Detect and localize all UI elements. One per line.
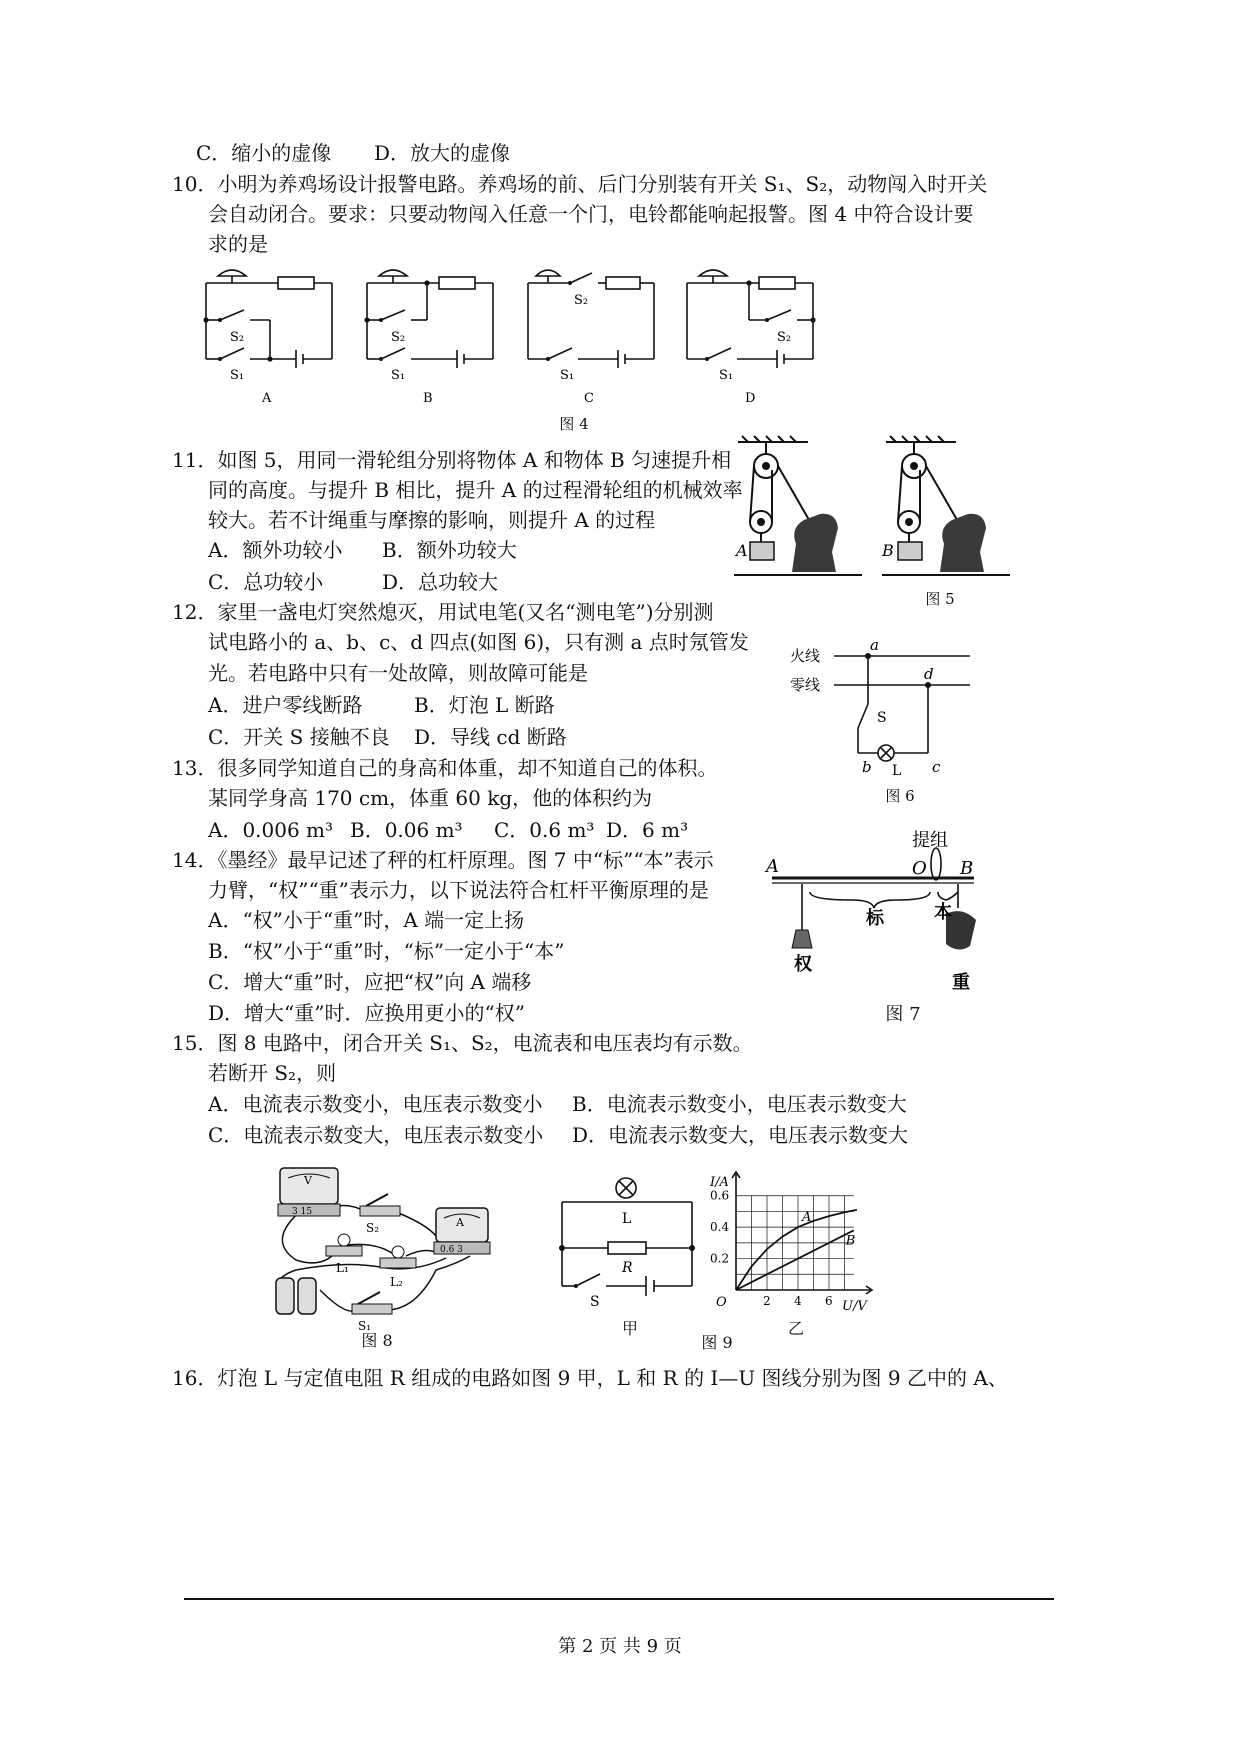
q13-stem-line-2: 某同学身高 170 cm，体重 60 kg，他的体积约为: [208, 786, 653, 810]
x-axis-label: U/V: [842, 1299, 867, 1314]
q11-stem-line-2: 同的高度。与提升 B 相比，提升 A 的过程滑轮组的机械效率: [208, 478, 743, 502]
q13-stem-line-1: 13．很多同学知道自己的身高和体重，却不知道自己的体积。: [172, 756, 718, 780]
q11-option-b: B．额外功较大: [382, 538, 517, 562]
fig4-d-s1-label: S₁: [719, 368, 734, 383]
fig4-d-s2-label: S₂: [777, 330, 792, 345]
q14-stem-line-1: 14．《墨经》最早记述了秤的杠杆原理。图 7 中“标”“本”表示: [172, 848, 714, 872]
y-tick-label-0.6: 0.6: [710, 1188, 730, 1203]
fig4-circuit-b: [357, 262, 507, 412]
fig6-neutral-wire-label: 零线: [790, 676, 821, 694]
fig5-pulley-b: [876, 432, 1016, 582]
fig6-point-a: a: [870, 636, 879, 654]
fig4-circuit-label-c: C: [584, 391, 594, 406]
fig7-end-b-label: B: [960, 858, 974, 879]
fig5-caption: 图 5: [925, 590, 955, 608]
fig7-ben-label: 本: [934, 902, 952, 923]
x-tick-label-4: 4: [794, 1294, 802, 1308]
fig4-circuit-a: [196, 262, 346, 412]
fig9-jia-label: 甲: [621, 1319, 638, 1338]
fig8-s1-label: S₁: [358, 1319, 372, 1333]
fig6-point-c: c: [932, 758, 941, 776]
ammeter: [434, 1208, 490, 1255]
q12-stem-line-2: 试电路小的 a、b、c、d 四点(如图 6)，只有测 a 点时氖管发: [208, 630, 749, 654]
fig9-switch-label: S: [590, 1294, 600, 1310]
voltmeter-scale: 3 15: [292, 1207, 313, 1217]
q14-option-c: C．增大“重”时，应把“权”向 A 端移: [208, 970, 532, 994]
fig8-l1-label: L₁: [336, 1261, 349, 1275]
fig4-a-s1-label: S₁: [230, 368, 245, 383]
fig4-b-s1-label: S₁: [391, 368, 406, 383]
q11-option-d: D．总功较大: [382, 570, 499, 594]
q11-option-a: A．额外功较小: [208, 538, 343, 562]
q16-stem-line-1: 16．灯泡 L 与定值电阻 R 组成的电路如图 9 甲，L 和 R 的 I—U 图线分别为图 9 乙中的 A、: [172, 1366, 1008, 1390]
series-label-A: A: [802, 1210, 812, 1226]
fig7-caption: 图 7: [885, 1004, 921, 1025]
y-tick-label-0.4: 0.4: [710, 1220, 730, 1235]
q15-stem-line-2: 若断开 S₂，则: [208, 1061, 337, 1085]
fig4-a-s2-label: S₂: [230, 330, 245, 345]
fig8-l2-label: L₂: [390, 1275, 403, 1289]
fig4-circuit-c: [518, 262, 668, 412]
fig7-tizu-label: 提组: [912, 830, 948, 851]
fig9-yi-label: 乙: [787, 1319, 804, 1338]
q13-option-d: D．6 m³: [606, 818, 689, 842]
page-footer: 第 2 页 共 9 页: [558, 1636, 682, 1657]
y-axis-label: I/A: [710, 1175, 729, 1190]
q15-option-c: C．电流表示数变大，电压表示数变小: [208, 1123, 544, 1147]
y-tick-label-0.2: 0.2: [710, 1251, 730, 1266]
q13-option-b: B．0.06 m³: [350, 818, 463, 842]
q11-option-c: C．总功较小: [208, 570, 324, 594]
fig7-zhong-label: 重: [952, 972, 970, 993]
fig9-caption: 图 9: [701, 1333, 733, 1352]
series-label-B: B: [845, 1233, 856, 1249]
series-line-B: [736, 1230, 854, 1290]
q12-option-a: A．进户零线断路: [208, 693, 363, 717]
q15-option-a: A．电流表示数变小，电压表示数变小: [208, 1092, 543, 1116]
fig7-quan-label: 权: [794, 954, 812, 975]
fig7-end-a-label: A: [766, 856, 779, 877]
ammeter-symbol: A: [456, 1216, 464, 1229]
fig8-caption: 图 8: [361, 1331, 393, 1350]
q9-option-c: C．缩小的虚像: [196, 141, 332, 165]
fig7-biao-label: 标: [866, 908, 884, 929]
fig4-c-s2-label: S₂: [574, 293, 589, 308]
fig9-circuit-jia: [556, 1168, 706, 1308]
q15-option-d: D．电流表示数变大，电压表示数变大: [572, 1123, 909, 1147]
fig4-circuit-label-d: D: [745, 391, 756, 406]
fig8-s2-label: S₂: [366, 1221, 380, 1235]
voltmeter: [278, 1168, 340, 1217]
x-tick-label-6: 6: [825, 1294, 833, 1308]
q13-option-a: A．0.006 m³: [208, 818, 334, 842]
fig6-point-b: b: [862, 758, 872, 776]
fig9-resistor-label: R: [622, 1260, 633, 1276]
q12-option-c: C．开关 S 接触不良: [208, 725, 390, 749]
fig5-pulley-a: [728, 432, 868, 582]
fig7-pivot-o-label: O: [912, 858, 927, 879]
voltmeter-symbol: V: [304, 1174, 312, 1187]
fig6-point-d: d: [924, 665, 934, 683]
series-line-A: [736, 1210, 857, 1290]
footer-rule: [184, 1598, 1054, 1600]
fig4-circuit-label-b: B: [423, 391, 433, 406]
q13-option-c: C．0.6 m³: [494, 818, 595, 842]
fig6-switch-label: S: [877, 710, 887, 726]
q14-option-b: B．“权”小于“重”时，“标”一定小于“本”: [208, 939, 565, 963]
fig4-b-s2-label: S₂: [391, 330, 406, 345]
q12-stem-line-3: 光。若电路中只有一处故障，则故障可能是: [208, 661, 588, 685]
q12-option-b: B．灯泡 L 断路: [414, 693, 555, 717]
q11-stem-line-1: 11．如图 5，用同一滑轮组分别将物体 A 和物体 B 匀速提升相: [172, 448, 732, 472]
battery-pack: [276, 1278, 316, 1314]
q10-stem-line-2: 会自动闭合。要求：只要动物闯入任意一个门，电铃都能响起报警。图 4 中符合设计要: [208, 202, 974, 226]
fig4-circuit-label-a: A: [262, 391, 272, 406]
q9-option-d: D．放大的虚像: [374, 141, 511, 165]
fig4-circuit-d: [677, 262, 837, 412]
fig8-physical-circuit: [256, 1160, 506, 1340]
fig6-lamp-label: L: [892, 763, 902, 779]
fig4-c-s1-label: S₁: [560, 368, 575, 383]
fig6-household-circuit: [790, 636, 980, 779]
fig5-object-a-label: A: [736, 541, 748, 560]
fig6-caption: 图 6: [885, 787, 915, 805]
q14-option-d: D．增大“重”时．应换用更小的“权”: [208, 1001, 525, 1025]
x-tick-label-2: 2: [763, 1294, 771, 1308]
q10-stem-line-3: 求的是: [208, 232, 268, 256]
q10-stem-line-1: 10．小明为养鸡场设计报警电路。养鸡场的前、后门分别装有开关 S₁、S₂，动物闯入时开关: [172, 172, 988, 196]
q15-stem-line-1: 15．图 8 电路中，闭合开关 S₁、S₂，电流表和电压表均有示数。: [172, 1031, 753, 1055]
q15-option-b: B．电流表示数变小，电压表示数变大: [572, 1092, 907, 1116]
fig6-live-wire-label: 火线: [790, 647, 821, 665]
q12-option-d: D．导线 cd 断路: [414, 725, 567, 749]
origin-label: O: [716, 1295, 727, 1310]
fig9-lamp-label: L: [622, 1211, 632, 1227]
q14-stem-line-2: 力臂，“权”“重”表示力，以下说法符合杠杆平衡原理的是: [208, 878, 709, 902]
fig4-caption: 图 4: [559, 415, 589, 433]
q11-stem-line-3: 较大。若不计绳重与摩擦的影响，则提升 A 的过程: [208, 508, 656, 532]
q14-option-a: A．“权”小于“重”时，A 端一定上扬: [208, 908, 525, 932]
ammeter-scale: 0.6 3: [440, 1245, 463, 1255]
q12-stem-line-1: 12．家里一盏电灯突然熄灭，用试电笔(又名“测电笔”)分别测: [172, 600, 714, 624]
fig7-steelyard: [762, 828, 992, 998]
fig5-object-b-label: B: [882, 541, 894, 560]
fig9-iu-chart: [710, 1160, 880, 1320]
